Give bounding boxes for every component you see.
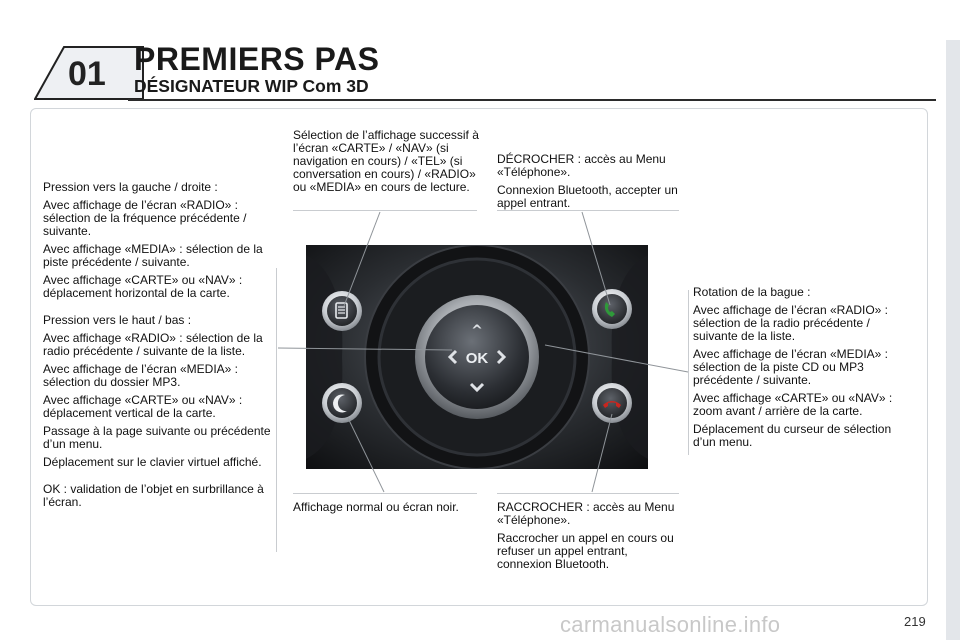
block2-item: Avec affichage «CARTE» ou «NAV» : déplacement vertical de la carte. [43, 393, 243, 420]
mode-button-description [293, 129, 483, 199]
side-margin-bar [946, 40, 960, 640]
night-text: Affichage normal ou écran noir. [293, 500, 459, 514]
header-rule [128, 99, 936, 101]
page-subtitle: DÉSIGNATEUR WIP Com 3D [134, 76, 369, 96]
block2-item: Avec affichage de l’écran «MEDIA» : sélection du dossier MP3. [43, 362, 238, 389]
hangup-item: RACCROCHER : accès au Menu «Téléphone». [497, 500, 675, 527]
left-column [43, 181, 271, 514]
phone-hangup-button[interactable] [592, 383, 632, 423]
block1-item: Avec affichage «CARTE» ou «NAV» : déplacement horizontal de la carte. [43, 273, 243, 300]
mid-top-rule [293, 210, 477, 211]
block1-item: Avec affichage de l’écran «RADIO» : sélection de la fréquence précédente / suivante. [43, 198, 247, 238]
page-title: PREMIERS PAS [134, 41, 380, 77]
ok-description: OK : validation de l’objet en surbrillance à l’écran. [43, 482, 264, 509]
ring-heading: Rotation de la bague : [693, 285, 811, 299]
left-separator [276, 268, 277, 552]
ring-item: Déplacement du curseur de sélection d’un menu. [693, 422, 892, 449]
hangup-item: Raccrocher un appel en cours ou refuser un appel entrant, connexion Bluetooth. [497, 531, 674, 571]
right-top-rule [497, 210, 679, 211]
mode-display-button[interactable] [322, 291, 362, 331]
pickup-description [497, 153, 683, 215]
far-right-separator [688, 290, 689, 455]
night-mode-description [293, 501, 483, 519]
ring-rotation-description [693, 286, 915, 454]
hangup-description [497, 501, 683, 576]
ring-item: Avec affichage de l’écran «RADIO» : sélection de la radio précédente / suivante de la liste. [693, 303, 888, 343]
wip-com-3d-controller-photo [306, 245, 648, 469]
right-bottom-rule [497, 493, 679, 494]
block1-item: Avec affichage «MEDIA» : sélection de la piste précédente / suivante. [43, 242, 263, 269]
mode-text: Sélection de l’affichage successif à l’écran «CARTE» / «NAV» (si navigation en cours) / «TEL» (si conversation en cours) / «RADIO» ou «MEDIA» en cours de lecture. [293, 128, 479, 194]
block1-heading: Pression vers la gauche / droite : [43, 180, 218, 194]
block2-item: Passage à la page suivante ou précédente d’un menu. [43, 424, 271, 451]
mid-bottom-rule [293, 493, 477, 494]
block2-heading: Pression vers le haut / bas : [43, 313, 192, 327]
phone-pickup-button[interactable] [592, 289, 632, 329]
night-mode-button[interactable] [322, 383, 362, 423]
arrow-up-icon[interactable]: ^ [471, 323, 483, 339]
watermark: carmanualsonline.info [560, 612, 781, 637]
ring-item: Avec affichage de l’écran «MEDIA» : sélection de la piste CD ou MP3 précédente / suivante. [693, 347, 888, 387]
ring-item: Avec affichage «CARTE» ou «NAV» : zoom avant / arrière de la carte. [693, 391, 893, 418]
ok-button-label[interactable]: OK [465, 350, 489, 367]
page-number: 219 [904, 614, 926, 629]
chapter-number: 01 [68, 55, 106, 93]
pickup-item: DÉCROCHER : accès au Menu «Téléphone». [497, 152, 666, 179]
block2-item: Avec affichage «RADIO» : sélection de la radio précédente / suivante de la liste. [43, 331, 263, 358]
pickup-item: Connexion Bluetooth, accepter un appel entrant. [497, 183, 678, 210]
block2-item: Déplacement sur le clavier virtuel affiché. [43, 455, 262, 469]
